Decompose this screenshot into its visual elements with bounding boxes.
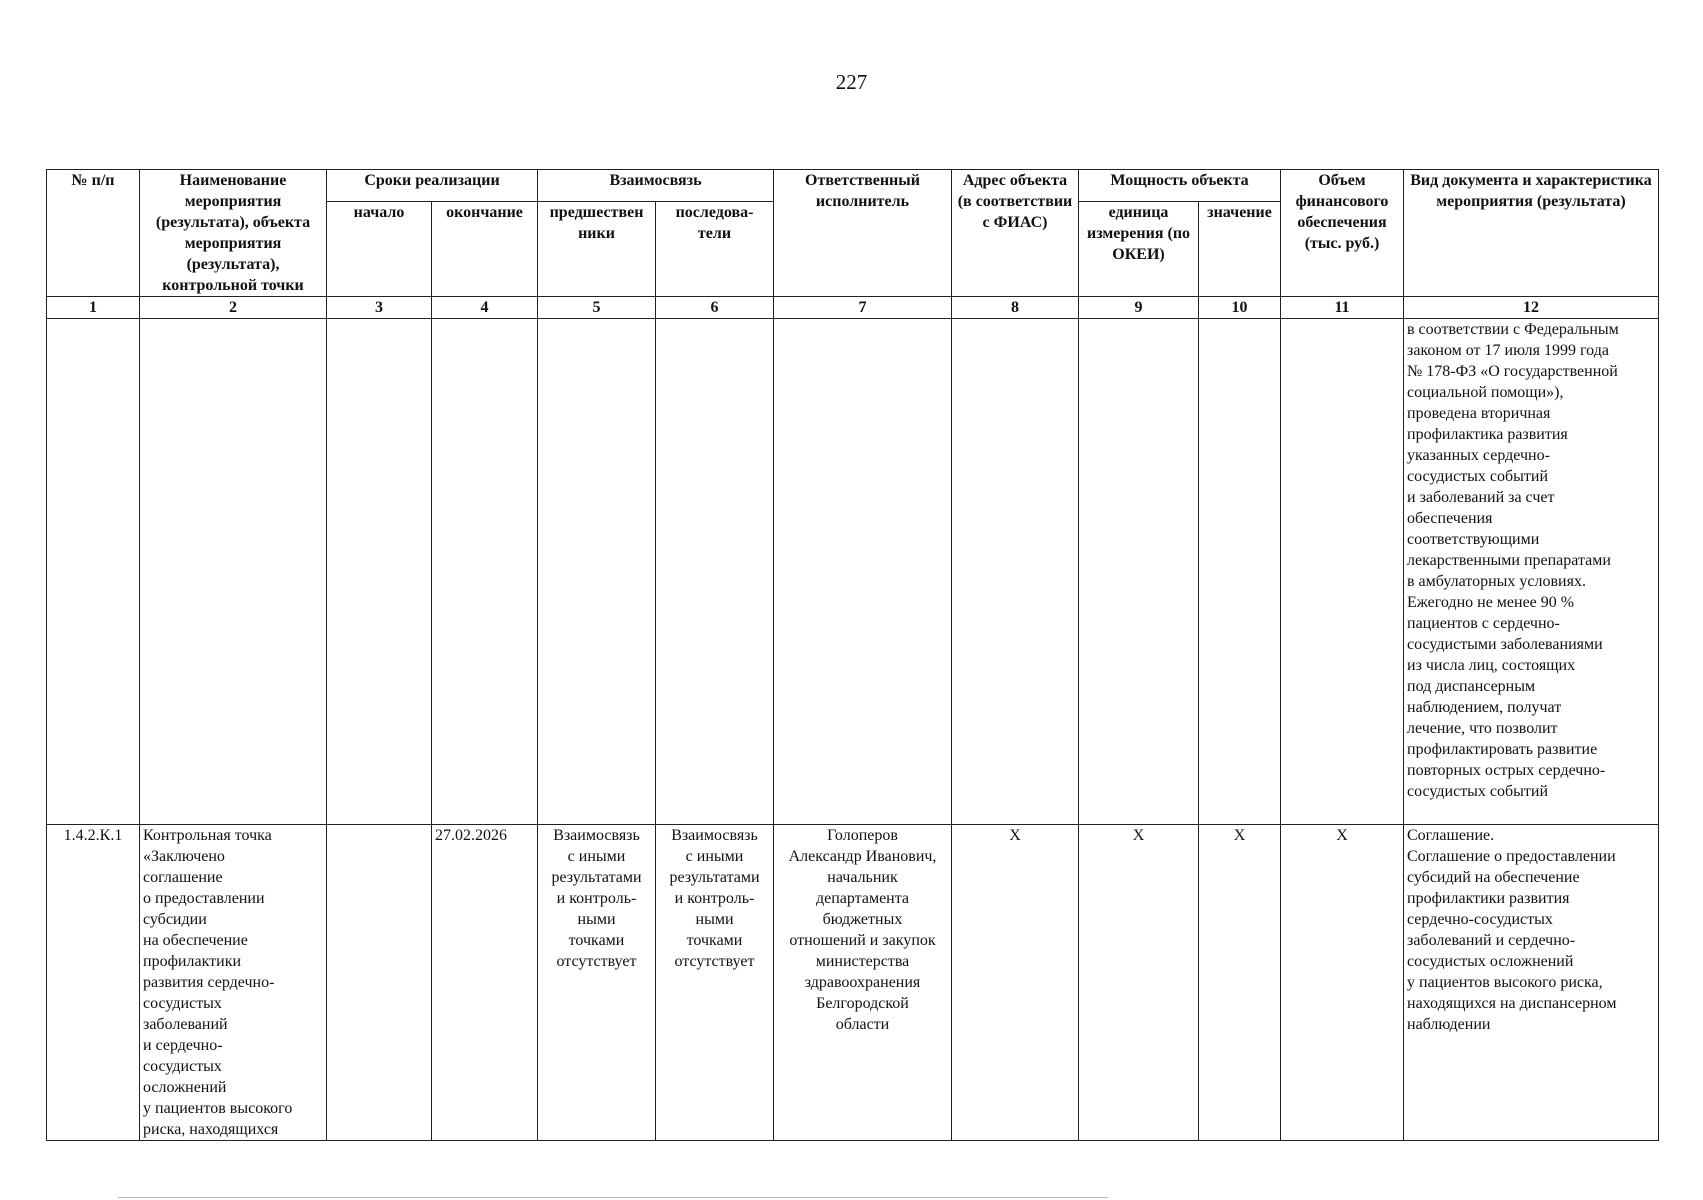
finance-cell: Х (1281, 825, 1404, 1141)
column-number: 11 (1281, 297, 1404, 319)
header-responsible: Ответственный исполнитель (774, 170, 952, 297)
column-number: 9 (1079, 297, 1199, 319)
unit-cell: Х (1079, 825, 1199, 1141)
column-number: 6 (656, 297, 774, 319)
header-capacity-value: значение (1199, 202, 1281, 297)
predecessors-cell: Взаимосвязь с иными результатами и контроль- ными точками отсутствует (538, 825, 656, 1141)
column-number: 5 (538, 297, 656, 319)
header-address: Адрес объекта (в соответствии с ФИАС) (952, 170, 1079, 297)
page-number: 227 (835, 70, 868, 94)
header-link: Взаимосвязь (538, 170, 774, 202)
empty-cell (47, 319, 140, 825)
header-terms: Сроки реализации (327, 170, 538, 202)
column-number: 12 (1404, 297, 1659, 319)
empty-cell (952, 319, 1079, 825)
header-num: № п/п (47, 170, 140, 297)
column-number: 1 (47, 297, 140, 319)
column-number: 7 (774, 297, 952, 319)
column-number: 2 (140, 297, 327, 319)
address-cell: Х (952, 825, 1079, 1141)
end-date-cell: 27.02.2026 (432, 825, 538, 1141)
table-row (47, 319, 1659, 825)
table-row (47, 825, 1659, 1141)
empty-cell (1281, 319, 1404, 825)
header-terms-start: начало (327, 202, 432, 297)
value-cell: Х (1199, 825, 1281, 1141)
doc-description-cell: в соответствии с Федеральным законом от 17 июля 1999 года № 178-ФЗ «О государственной социальной помощи»), проведена вторичная профилактика развития указанных сердечно- сосудистых событий и заболеваний за счет обеспечения соответствующими лекарственными препаратами в амбулаторных условиях. Ежегодно не менее 90 % пациентов с сердечно- сосудистыми заболеваниями из числа лиц, состоящих под диспансерным наблюдением, получат лечение, что позволит профилактировать развитие повторных острых сердечно- сосудистых событий (1404, 319, 1659, 825)
empty-cell (327, 319, 432, 825)
measures-table (46, 169, 1659, 1141)
empty-cell (1199, 319, 1281, 825)
start-date-cell (327, 825, 432, 1141)
empty-cell (140, 319, 327, 825)
header-doc: Вид документа и характеристика мероприятия (результата) (1404, 170, 1659, 297)
header-capacity-unit: единица измерения (по ОКЕИ) (1079, 202, 1199, 297)
empty-cell (538, 319, 656, 825)
column-number: 8 (952, 297, 1079, 319)
header-link-prev: предшествен ники (538, 202, 656, 297)
successors-cell: Взаимосвязь с иными результатами и контроль- ными точками отсутствует (656, 825, 774, 1141)
checkpoint-name-cell: Контрольная точка «Заключено соглашение о предоставлении субсидии на обеспечение профилактики развития сердечно- сосудистых заболеваний и сердечно- сосудистых осложнений у пациентов высокого риска, находящихся (140, 825, 327, 1141)
column-number: 3 (327, 297, 432, 319)
checkpoint-number-cell: 1.4.2.К.1 (47, 825, 140, 1141)
scan-line-divider (118, 1197, 1108, 1198)
header-name: Наименование мероприятия (результата), объекта мероприятия (результата), контрольной точки (140, 170, 327, 297)
empty-cell (774, 319, 952, 825)
empty-cell (432, 319, 538, 825)
header-link-next: последова- тели (656, 202, 774, 297)
header-finance: Объем финансового обеспечения (тыс. руб.) (1281, 170, 1404, 297)
column-number: 10 (1199, 297, 1281, 319)
empty-cell (1079, 319, 1199, 825)
header-capacity: Мощность объекта (1079, 170, 1281, 202)
column-number: 4 (432, 297, 538, 319)
header-terms-end: окончание (432, 202, 538, 297)
doc-description-cell: Соглашение. Соглашение о предоставлении субсидий на обеспечение профилактики развития сердечно-сосудистых заболеваний и сердечно- сосудистых осложнений у пациентов высокого риска, находящихся на диспансерном наблюдении (1404, 825, 1659, 1141)
column-number-row (47, 297, 1659, 319)
empty-cell (656, 319, 774, 825)
responsible-cell: Голоперов Александр Иванович, начальник департамента бюджетных отношений и закупок министерства здравоохранения Белгородской области (774, 825, 952, 1141)
